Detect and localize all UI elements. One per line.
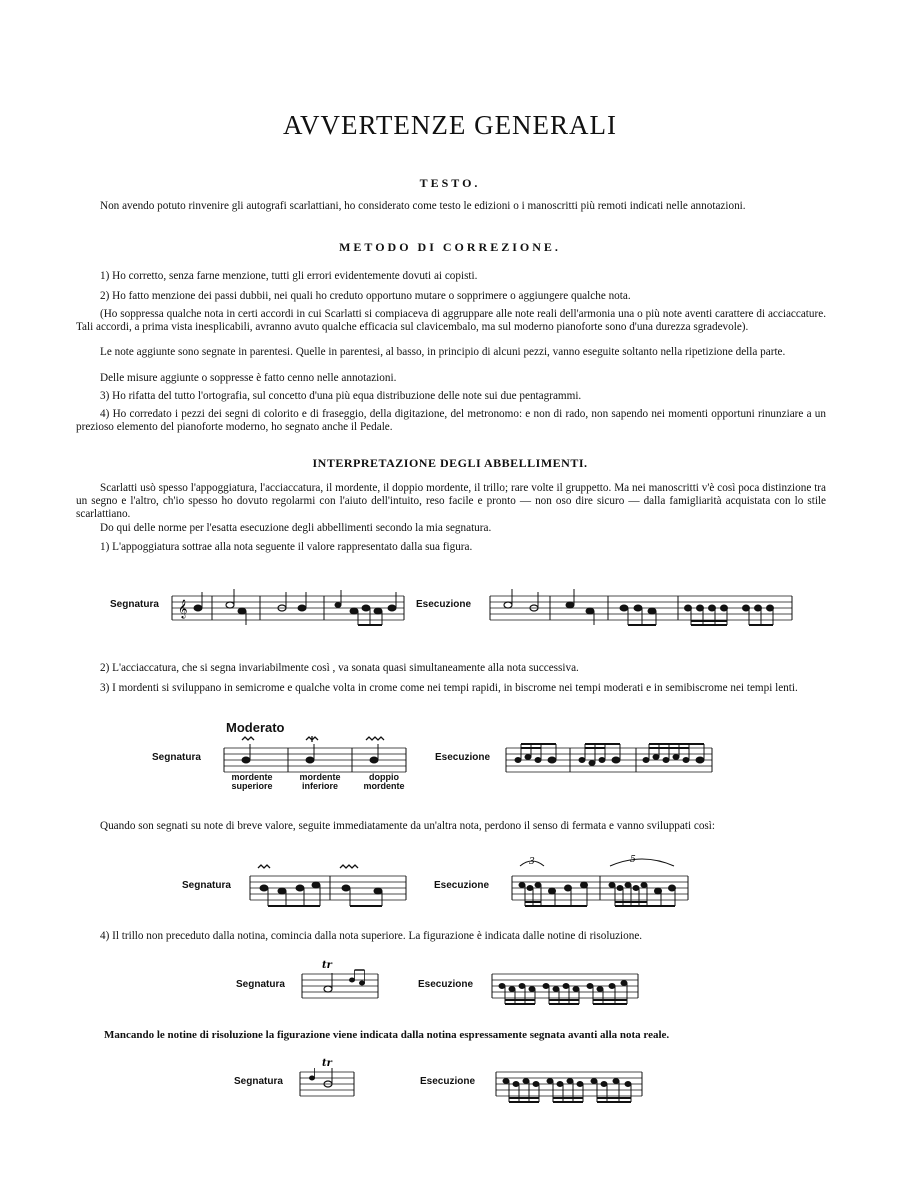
caption-mordente-superiore: mordente superiore — [231, 772, 273, 791]
section-heading-interpretazione: INTERPRETAZIONE DEGLI ABBELLIMENTI. — [312, 456, 588, 470]
paragraph-metodo-6: 3) Ho rifatta del tutto l'ortografia, sul concetto d'una più equa distribuzione delle note sui due pentagrammi. — [100, 390, 582, 402]
example-4-segnatura-label: Segnatura — [236, 979, 285, 990]
tempo-marking: Moderato — [226, 720, 285, 735]
paragraph-metodo-7: 4) Ho corredato i pezzi dei segni di colorito e di fraseggio, della digitazione, del metronomo: e non di rado, non sapendo nei momenti opportuni rinunziare a un prezioso elemento del pianoforte moderno, ho segnato anche il Pedale. — [76, 408, 826, 433]
paragraph-testo-1: Non avendo potuto rinvenire gli autografi scarlattiani, ho considerato come testo le edizioni o i manoscritti più remoti indicati nelle annotazioni. — [100, 200, 746, 212]
paragraph-interp-3: 1) L'appoggiatura sottrae alla nota seguente il valore rappresentato dalla sua figura. — [100, 541, 473, 553]
paragraph-interp-2: Do qui delle norme per l'esatta esecuzione degli abbellimenti secondo la mia segnatura. — [100, 522, 492, 534]
example-1-esecuzione-label: Esecuzione — [416, 599, 472, 610]
paragraph-metodo-5: Delle misure aggiunte o soppresse è fatto cenno nelle annotazioni. — [100, 372, 397, 384]
example-2-segnatura-label: Segnatura — [152, 752, 201, 763]
example-5-esecuzione-label: Esecuzione — [420, 1076, 476, 1087]
svg-text:3: 3 — [529, 857, 535, 867]
paragraph-metodo-2: 2) Ho fatto menzione dei passi dubbii, nei quali ho creduto opportuno mutare o sopprimere o aggiungere qualche nota. — [100, 290, 631, 302]
example-3-segnatura-staff — [250, 872, 410, 908]
caption-doppio-mordente: doppio mordente — [363, 772, 405, 791]
paragraph-interp-5: 3) I mordenti si sviluppano in semicrome e qualche volta in crome come nei tempi rapidi, in biscrome nei tempi moderati e in semibiscrome nei tempi lenti. — [100, 682, 798, 694]
example-4-esecuzione-label: Esecuzione — [418, 979, 474, 990]
paragraph-interp-4: 2) L'acciaccatura, che si segna invariabilmente così , va sonata quasi simultaneamente alla nota successiva. — [100, 662, 579, 674]
paragraph-interp-7: 4) Il trillo non preceduto dalla notina, comincia dalla nota superiore. La figurazione è indicata dalle notine di risoluzione. — [100, 930, 643, 942]
example-4-segnatura-staff — [302, 960, 382, 1006]
page-title: AVVERTENZE GENERALI — [282, 110, 618, 140]
example-3-esecuzione-label: Esecuzione — [434, 880, 490, 891]
section-heading-metodo: METODO DI CORREZIONE. — [339, 240, 561, 254]
svg-text:5: 5 — [630, 855, 636, 865]
svg-text:𝄞: 𝄞 — [178, 599, 188, 618]
example-3-segnatura-label: Segnatura — [182, 880, 231, 891]
paragraph-interp-6: Quando son segnati su note di breve valore, seguite immediatamente da un'altra nota, perdono il senso di fermata e vanno sviluppati così: — [100, 820, 715, 832]
paragraph-metodo-1: 1) Ho corretto, senza farne menzione, tutti gli errori evidentemente dovuti ai copisti. — [100, 270, 478, 282]
example-5-segnatura-staff — [300, 1058, 360, 1104]
paragraph-metodo-4: Le note aggiunte sono segnate in parentesi. Quelle in parentesi, al basso, in principio di alcuni pezzi, vanno eseguite soltanto nella ripetizione della parte. — [100, 346, 786, 358]
example-3-esecuzione-staff — [512, 855, 692, 912]
paragraph-interp-8: Mancando le notine di risoluzione la figurazione viene indicata dalla notina espressamente segnata avanti alla nota reale. — [104, 1029, 670, 1041]
svg-text:tr: tr — [322, 960, 332, 971]
example-1-esecuzione-staff — [490, 592, 795, 632]
example-2-esecuzione-staff — [506, 744, 716, 780]
example-4-esecuzione-staff — [492, 970, 642, 1006]
paragraph-interp-1: Scarlatti usò spesso l'appoggiatura, l'acciaccatura, il mordente, il doppio mordente, il trillo; rare volte il gruppetto. Ma nei manoscritti v'è così poca distinzione tra un segno e l'altro, ch'io spesso ho dovuto regolarmi con l'aiuto dell'intuito, reso facile e pronto — non oso dire sicuro — dalla famigliarità acquistata con lo stile scarlattiano. — [76, 482, 826, 520]
paragraph-metodo-3: (Ho soppressa qualche nota in certi accordi in cui Scarlatti si compiaceva di aggruppare alle note reali dell'armonia una o più note aventi carattere di acciaccature. Tali accordi, a prima vista inesplicabili, avranno avuto qualche efficacia sul clavicembalo, ma sul moderno pianoforte sono d'una durezza sgradevole). — [76, 308, 826, 333]
svg-text:tr: tr — [322, 1058, 332, 1069]
example-1-segnatura-label: Segnatura — [110, 599, 159, 610]
section-heading-testo: TESTO. — [419, 176, 481, 190]
example-5-esecuzione-staff — [496, 1068, 646, 1104]
example-5-segnatura-label: Segnatura — [234, 1076, 283, 1087]
example-1-segnatura-staff — [172, 592, 407, 632]
example-2-esecuzione-label: Esecuzione — [435, 752, 491, 763]
caption-mordente-inferiore: mordente inferiore — [299, 772, 341, 791]
